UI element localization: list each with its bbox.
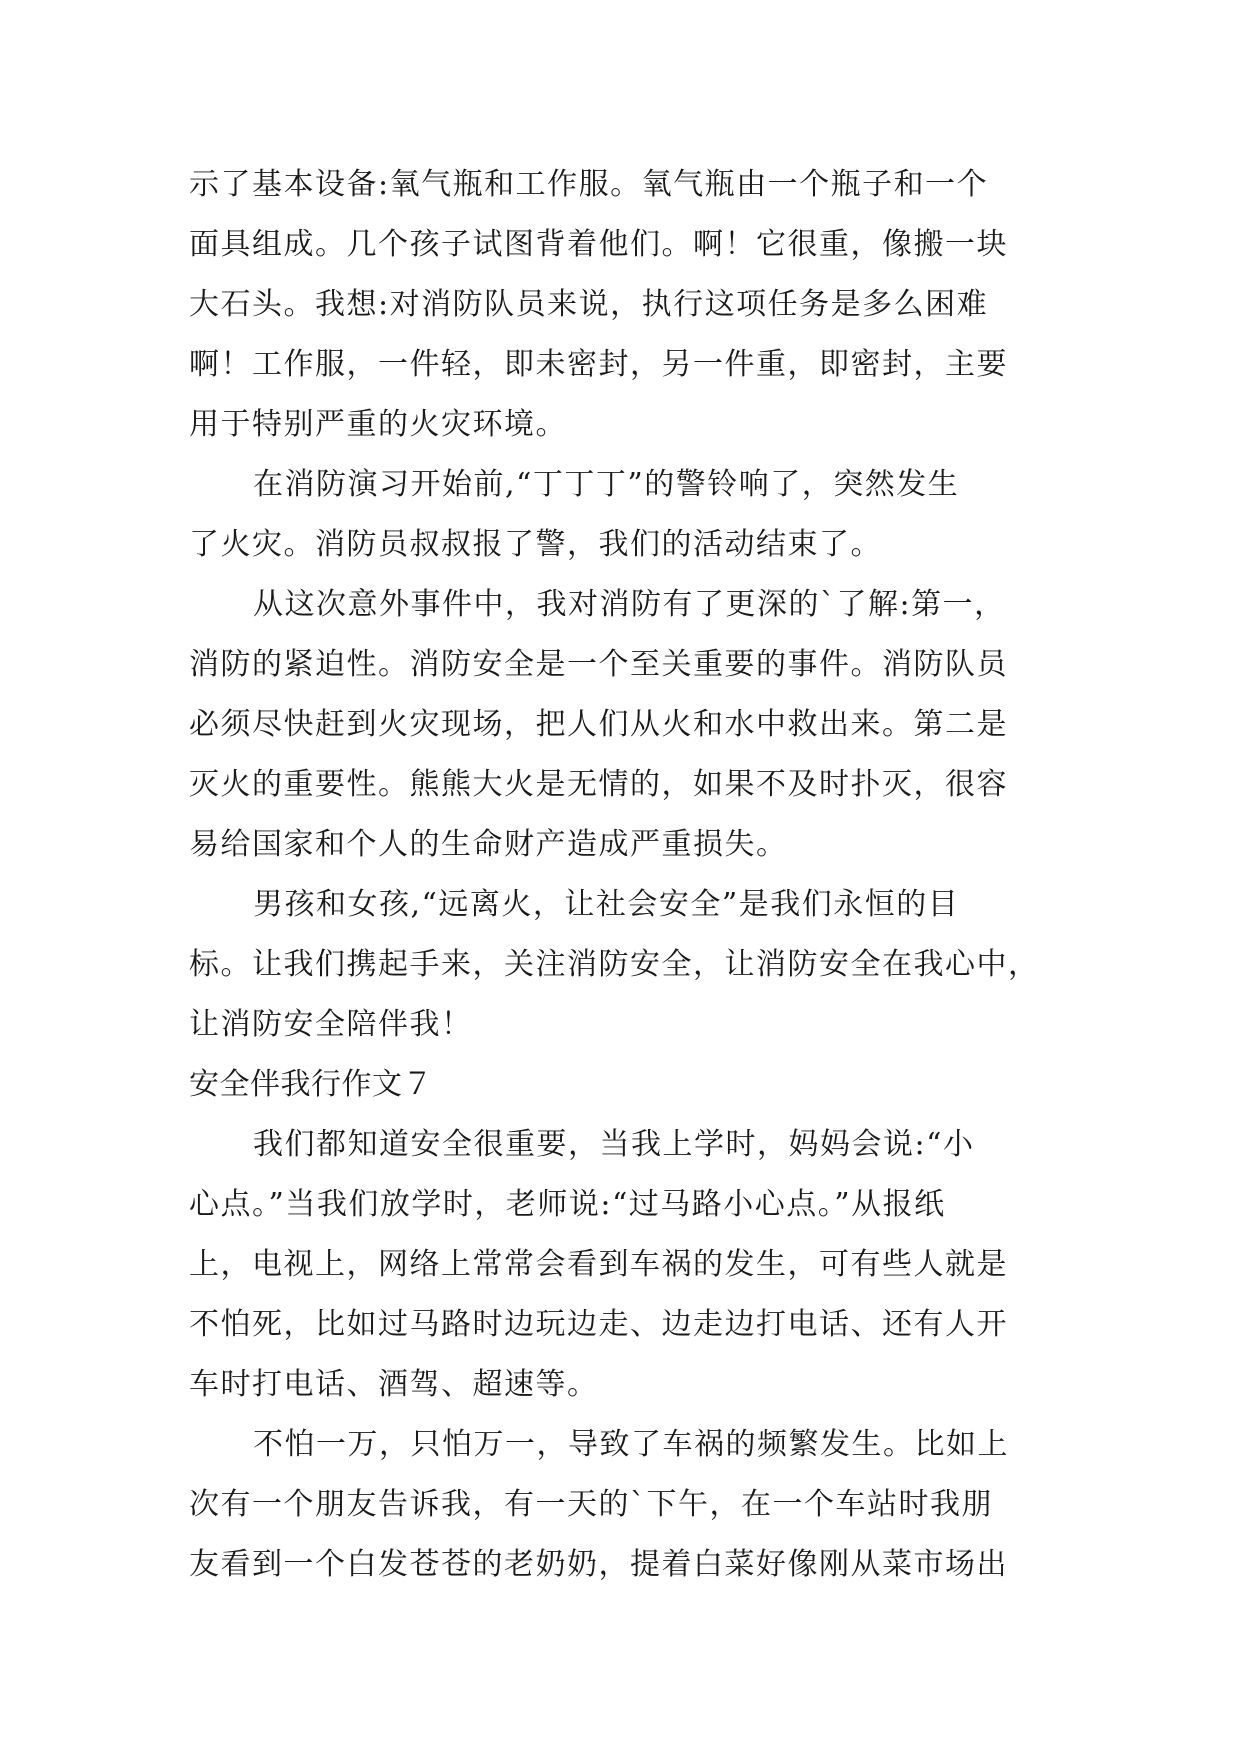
text-line: 不怕死，比如过马路时边玩边走、边走边打电话、还有人开: [189, 1307, 1008, 1342]
text-line: 车时打电话、酒驾、超速等。: [189, 1367, 599, 1402]
text-line: 用于特别严重的火灾环境。: [189, 407, 567, 442]
text-line: 示了基本设备:氧气瓶和工作服。氧气瓶由一个瓶子和一个: [189, 167, 989, 202]
text-line: 必须尽快赶到火灾现场，把人们从火和水中救出来。第二是: [189, 707, 1008, 742]
text-line: 啊！工作服，一件轻，即未密封，另一件重，即密封，主要: [189, 347, 1008, 382]
text-line: 次有一个朋友告诉我，有一天的`下午，在一个车站时我朋: [189, 1487, 993, 1522]
text-line: 友看到一个白发苍苍的老奶奶，提着白菜好像刚从菜市场出: [189, 1547, 1008, 1582]
text-line: 面具组成。几个孩子试图背着他们。啊！它很重，像搬一块: [189, 227, 1008, 262]
paragraph-start-line: 我们都知道安全很重要，当我上学时，妈妈会说:“小: [253, 1127, 975, 1162]
text-line: 灭火的重要性。熊熊大火是无情的，如果不及时扑灭，很容: [189, 767, 1008, 802]
text-line: 大石头。我想:对消防队员来说，执行这项任务是多么困难: [189, 287, 989, 322]
text-line: 心点。”当我们放学时，老师说:“过马路小心点。”从报纸: [189, 1187, 946, 1222]
document-body: [189, 155, 1055, 1595]
text-line: 上，电视上，网络上常常会看到车祸的发生，可有些人就是: [189, 1247, 1008, 1282]
text-line: 消防的紧迫性。消防安全是一个至关重要的事件。消防队员: [189, 647, 1008, 682]
paragraph-start-line: 不怕一万，只怕万一，导致了车祸的频繁发生。比如上: [253, 1427, 1009, 1462]
paragraph-start-line: 男孩和女孩,“远离火，让社会安全”是我们永恒的目: [253, 887, 960, 922]
paragraph-start-line: 从这次意外事件中，我对消防有了更深的`了解:第一，: [253, 587, 1006, 622]
text-line: 易给国家和个人的生命财产造成严重损失。: [189, 827, 788, 862]
text-line: 了火灾。消防员叔叔报了警，我们的活动结束了。: [189, 527, 882, 562]
text-line: 标。让我们携起手来，关注消防安全，让消防安全在我心中，: [189, 947, 1040, 982]
paragraph-start-line: 在消防演习开始前,“丁丁丁”的警铃响了，突然发生: [253, 467, 960, 502]
section-heading: 安全伴我行作文７: [189, 1067, 433, 1102]
text-line: 让消防安全陪伴我！: [189, 1007, 473, 1042]
